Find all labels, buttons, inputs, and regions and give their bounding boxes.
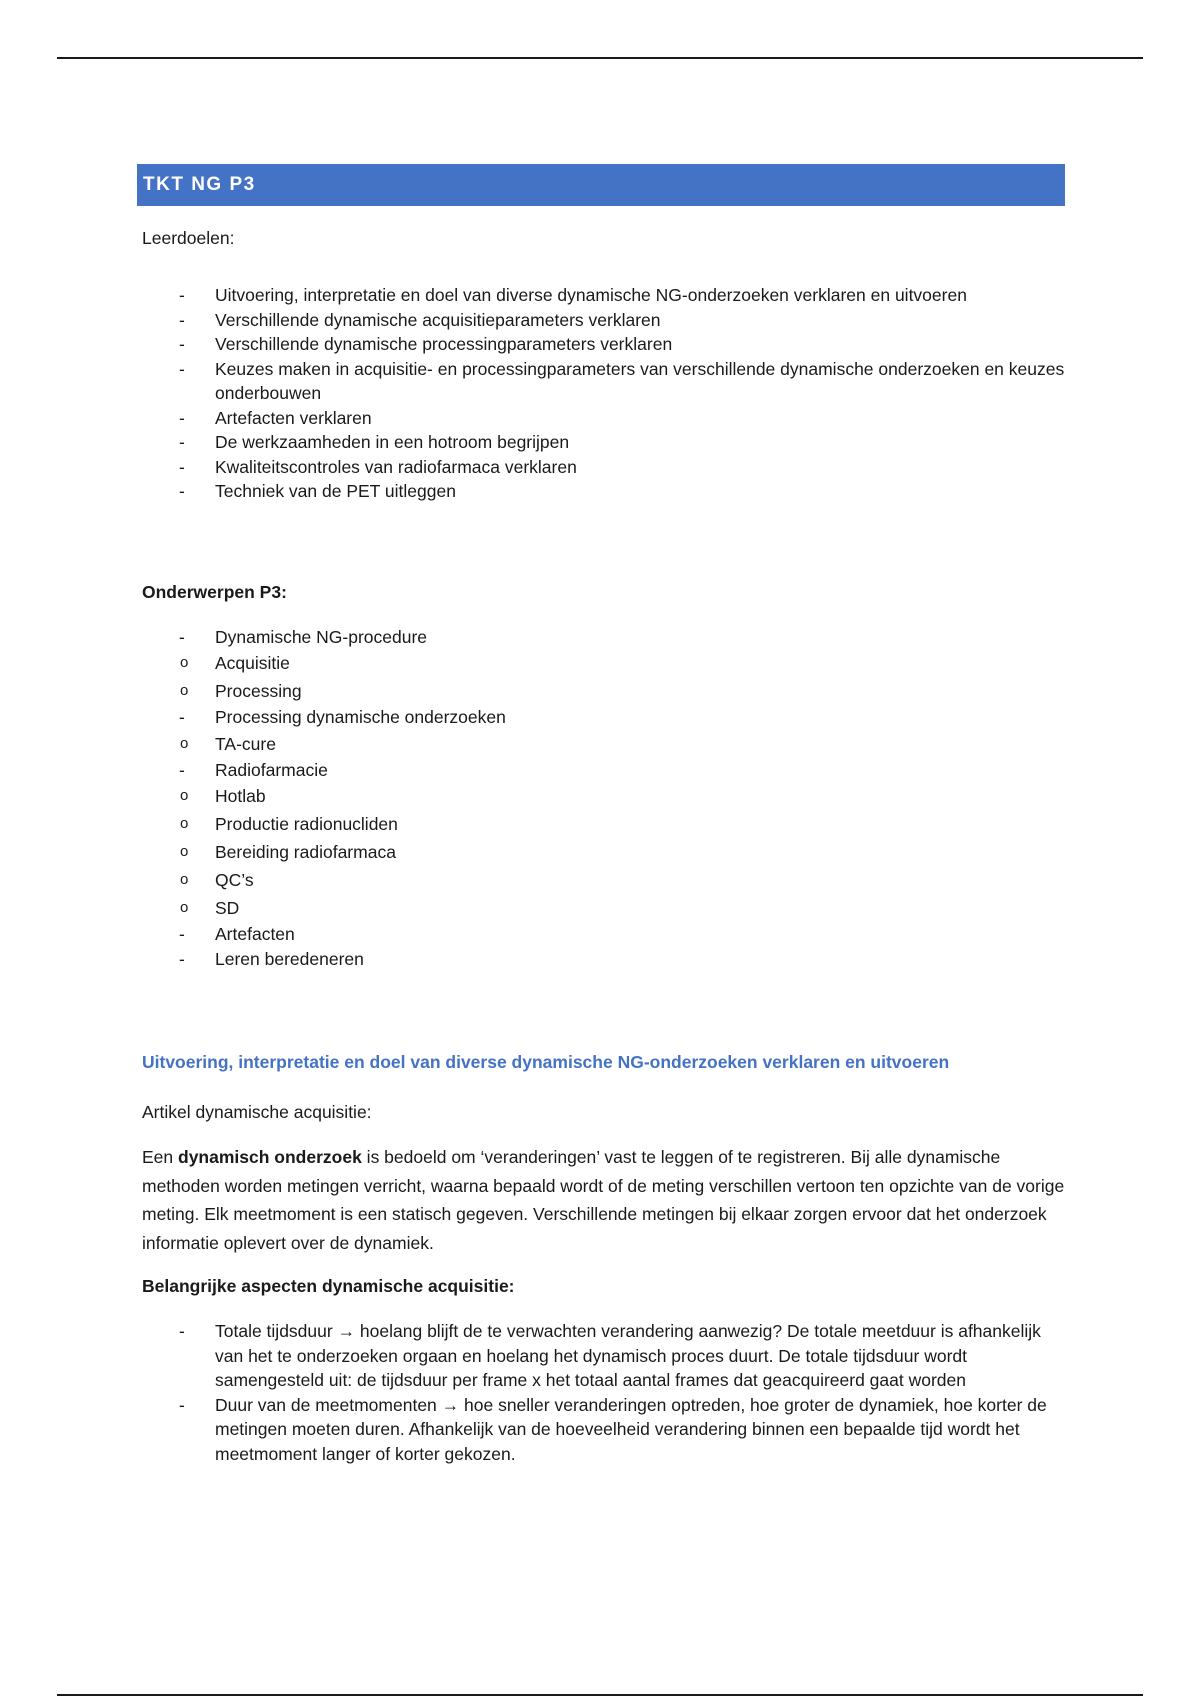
footer-rule (57, 1694, 1143, 1696)
leerdoelen-label: Leerdoelen: (142, 228, 235, 248)
sub-item: o QC’s (142, 866, 1067, 894)
onderwerpen-list (142, 625, 1067, 972)
sub-item: o Bereiding radiofarmaca (142, 838, 1067, 866)
sub-item: o TA-cure (142, 730, 1067, 758)
topic-label: Dynamische NG-procedure (215, 626, 428, 647)
header-rule (57, 57, 1143, 59)
topic-label: Artefacten (215, 924, 295, 944)
list-item (142, 705, 1067, 758)
artikel-label: Artikel dynamische acquisitie: (142, 1102, 372, 1122)
list-item: - Artefacten verklaren (142, 406, 1067, 431)
list-item: - Keuzes maken in acquisitie- en processingparameters van verschillende dynamische onderzoeken en keuzes onderbouwen (142, 357, 1067, 406)
document-title: TKT NG P3 (137, 164, 1065, 206)
topic-label: Leren beredeneren (215, 948, 364, 969)
list-item (142, 758, 1067, 923)
section-heading: Uitvoering, interpretatie en doel van diverse dynamische NG-onderzoeken verklaren en uitvoeren (142, 1052, 950, 1072)
sub-item: o SD (142, 894, 1067, 922)
topic-label: Radiofarmacie (215, 759, 328, 780)
sub-item: o Hotlab (142, 782, 1067, 810)
topic-label: Processing dynamische onderzoeken (215, 707, 506, 727)
list-item: - Techniek van de PET uitleggen (142, 479, 1067, 504)
sub-item: o Productie radionucliden (142, 810, 1067, 838)
list-item (142, 625, 1067, 706)
paragraph-rest: is bedoeld om ‘veranderingen’ vast te leggen of te registreren. Bij alle dynamische methoden worden metingen verricht, waarna bepaald wordt of de meting verschillen vertoon ten opzichte van de vorige meting. Elk meetmoment is een statisch gegeven. Verschillende metingen bij elkaar zorgen ervoor dat het onderzoek informatie oplevert over de dynamiek. (142, 1147, 1065, 1253)
paragraph-emphasis: dynamisch onderzoek (178, 1147, 362, 1167)
list-item: - Verschillende dynamische acquisitieparameters verklaren (142, 308, 1067, 333)
list-item: - Kwaliteitscontroles van radiofarmaca verklaren (142, 455, 1067, 480)
sub-item: o Processing (142, 677, 1067, 705)
document-body (142, 225, 1067, 1466)
sub-list (142, 649, 1067, 705)
list-item (142, 947, 1067, 972)
sub-list (142, 730, 1067, 758)
paragraph-intro: Een (142, 1147, 178, 1167)
list-item: - Verschillende dynamische processingparameters verklaren (142, 332, 1067, 357)
sub-list (142, 782, 1067, 922)
list-item: - Duur van de meetmomenten → hoe sneller veranderingen optreden, hoe groter de dynamiek, hoe korter de metingen moeten duren. Afhankelijk van de hoeveelheid verandering binnen een bepaalde tijd wordt het meetmoment langer of korter gekozen. (142, 1393, 1067, 1467)
list-item: - Uitvoering, interpretatie en doel van diverse dynamische NG-onderzoeken verklaren en uitvoeren (142, 283, 1067, 308)
sub-item: o Acquisitie (142, 649, 1067, 677)
onderwerpen-label: Onderwerpen P3: (142, 581, 287, 602)
aspects-label: Belangrijke aspecten dynamische acquisitie: (142, 1276, 515, 1296)
list-item (142, 922, 1067, 947)
article-paragraph (142, 1143, 1067, 1257)
leerdoelen-list (142, 283, 1067, 504)
list-item: - Totale tijdsduur → hoelang blijft de te verwachten verandering aanwezig? De totale meetduur is afhankelijk van het te onderzoeken orgaan en hoelang het dynamisch proces duurt. De totale tijdsduur wordt samengesteld uit: de tijdsduur per frame x het totaal aantal frames dat geacquireerd gaat worden (142, 1319, 1067, 1393)
list-item: - De werkzaamheden in een hotroom begrijpen (142, 430, 1067, 455)
aspects-list (142, 1319, 1067, 1466)
